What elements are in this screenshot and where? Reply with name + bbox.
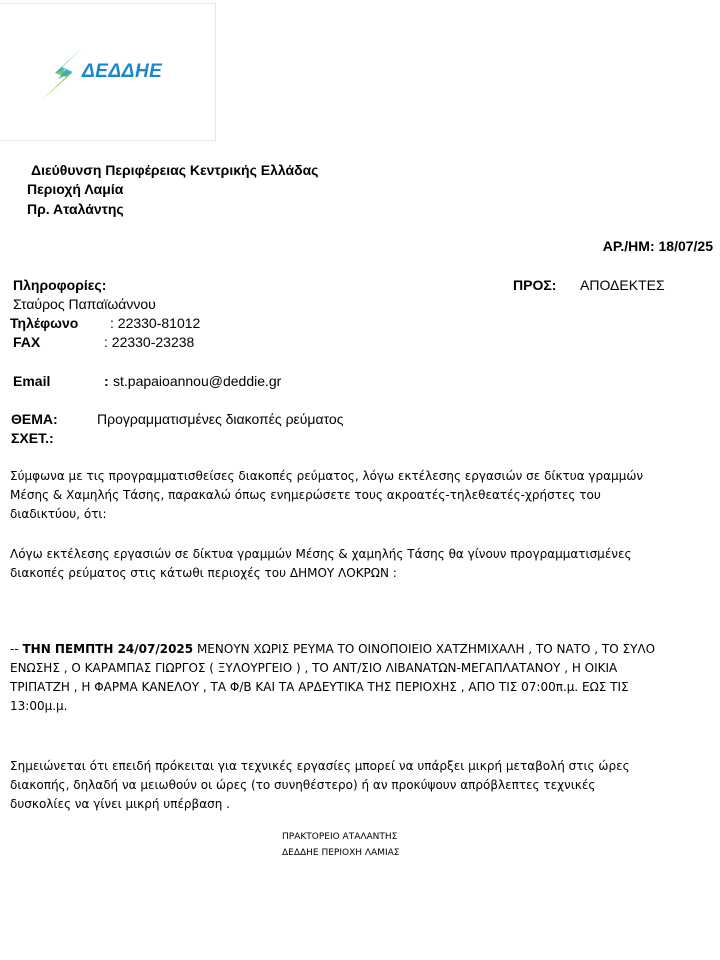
works-paragraph bbox=[10, 545, 715, 583]
reference-date: ΑΡ./ΗΜ: 18/07/25 bbox=[602, 238, 713, 254]
email-label: Email bbox=[13, 373, 51, 389]
intro-line: Σύμφωνα με τις προγραμματισθείσες διακοπές ρεύματος, λόγω εκτέλεσης εργασιών σε δίκτυα γραμμών bbox=[10, 469, 644, 483]
fax-label: FAX bbox=[13, 334, 41, 350]
note-line: Σημειώνεται ότι επειδή πρόκειται για τεχνικές εργασίες μπορεί να υπάρξει μικρή μεταβολή στις ώρες bbox=[10, 759, 630, 773]
outage-date: ΤΗΝ ΠΕΜΠΤΗ 24/07/2025 bbox=[22, 642, 194, 656]
works-line: Λόγω εκτέλεσης εργασιών σε δίκτυα γραμμών Μέσης & χαμηλής Τάσης θα γίνουν προγραμματισμένες bbox=[10, 547, 632, 561]
phone-label: Τηλέφωνο bbox=[10, 315, 79, 331]
fax-value: : 22330-23238 bbox=[104, 334, 195, 350]
note-line: διακοπής, δηλαδή να μειωθούν οι ώρες (το συνηθέστερο) ή αν προκύψουν απρόβλεπτες τεχνικές bbox=[10, 778, 596, 792]
outage-line bbox=[10, 640, 715, 659]
signature-office: ΠΡΑΚΤΟΡΕΙΟ ΑΤΑΛΑΝΤΗΣ bbox=[282, 832, 398, 842]
outage-line: 13:00μ.μ. bbox=[10, 699, 68, 713]
outage-line: ΤΡΙΠΑΤΖΗ , Η ΦΑΡΜΑ ΚΑΝΕΛΟΥ , ΤΑ Φ/Β ΚΑΙ ΤΑ ΑΡΔΕΥΤΙΚΑ ΤΗΣ ΠΕΡΙΟΧΗΣ , ΑΠΟ ΤΙΣ 07:00π.μ. ΕΩΣ ΤΙΣ bbox=[10, 680, 629, 694]
intro-line: διαδικτύου, ότι: bbox=[10, 507, 107, 521]
intro-paragraph bbox=[10, 467, 715, 524]
outage-line: ΕΝΩΣΗΣ , Ο ΚΑΡΑΜΠΑΣ ΓΙΩΡΓΟΣ ( ΞΥΛΟΥΡΓΕΙΟ ) , ΤΟ ΑΝΤ/ΣΙΟ ΛΙΒΑΝΑΤΩΝ-ΜΕΓΑΠΛΑΤΑΝΟΥ , Η ΟΙΚΙΑ bbox=[10, 661, 618, 675]
subject-label: ΘΕΜΑ: bbox=[11, 411, 58, 427]
outage-text: ΜΕΝΟΥΝ ΧΩΡΙΣ ΡΕΥΜΑ ΤΟ ΟΙΝΟΠΟΙΕΙΟ ΧΑΤΖΗΜΙΧΑΛΗ , ΤΟ ΝΑΤΟ , ΤΟ ΣΥΛΟ bbox=[193, 642, 656, 656]
intro-line: Μέσης & Χαμηλής Τάσης, παρακαλώ όπως ενημερώσετε τους ακροατές-τηλεθεατές-χρήστες του bbox=[10, 488, 601, 502]
email-colon: : bbox=[104, 373, 109, 389]
note-line: δυσκολίες να γίνει μικρή υπέρβαση . bbox=[10, 797, 230, 811]
contact-name: Σταύρος Παπαϊωάννου bbox=[13, 296, 156, 312]
email-value[interactable]: st.papaioannou@deddie.gr bbox=[113, 373, 282, 389]
signature-area: ΔΕΔΔΗΕ ΠΕΡΙΟΧΗ ΛΑΜΙΑΣ bbox=[282, 848, 400, 858]
office-heading: Πρ. Αταλάντης bbox=[27, 201, 124, 217]
recipient-value: ΑΠΟΔΕΚΤΕΣ bbox=[580, 277, 665, 293]
note-paragraph bbox=[10, 757, 715, 814]
area-heading: Περιοχή Λαμία bbox=[27, 181, 124, 197]
info-label: Πληροφορίες: bbox=[13, 277, 107, 293]
directorate-heading: Διεύθυνση Περιφέρειας Κεντρικής Ελλάδας bbox=[31, 162, 319, 178]
outage-paragraph bbox=[10, 640, 715, 716]
works-line: διακοπές ρεύματος στις κάτωθι περιοχές του ΔΗΜΟΥ ΛΟΚΡΩΝ : bbox=[10, 566, 397, 580]
outage-prefix: -- bbox=[10, 642, 23, 656]
subject-value: Προγραμματισμένες διακοπές ρεύματος bbox=[97, 411, 344, 427]
logo-box bbox=[0, 3, 216, 141]
reference-label: ΣΧΕΤ.: bbox=[11, 430, 54, 446]
phone-value: : 22330-81012 bbox=[110, 315, 201, 331]
logo-brand-text: ΔΕΔΔΗΕ bbox=[82, 61, 163, 82]
recipient-label: ΠΡΟΣ: bbox=[513, 277, 557, 293]
